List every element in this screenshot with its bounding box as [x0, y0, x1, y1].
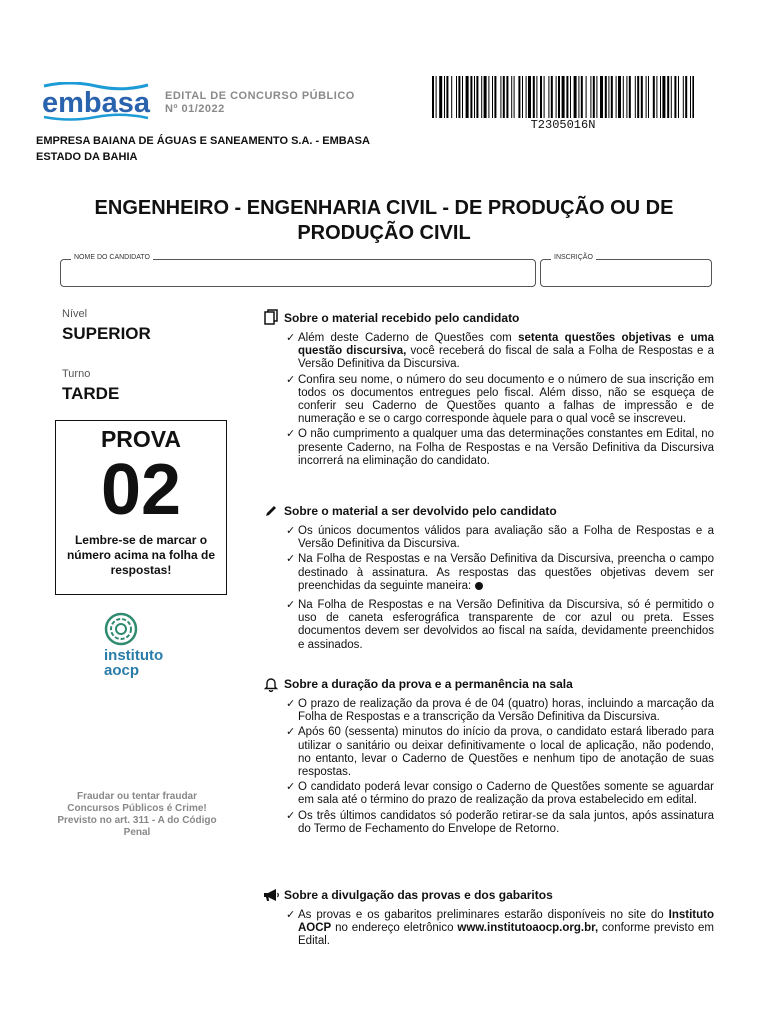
section-title: Sobre a duração da prova e a permanência na sala [284, 676, 573, 691]
barcode-bar [494, 76, 496, 118]
embasa-logo [40, 82, 152, 122]
edital-number: Nº 01/2022 [165, 103, 225, 115]
barcode-bar [500, 76, 501, 118]
barcode-bar [458, 76, 460, 118]
barcode-bar [646, 76, 647, 118]
barcode-bar [648, 76, 649, 118]
barcode-bar [551, 76, 553, 118]
inscricao-field[interactable] [540, 254, 712, 287]
barcode-bar [488, 76, 489, 118]
barcode-bar [593, 76, 595, 118]
barcode-bar [544, 76, 545, 118]
section-header [262, 309, 714, 326]
barcode-bar [600, 76, 603, 118]
exam-title-line1: ENGENHEIRO - ENGENHARIA CIVIL - DE PRODUÇÃO OU DE [94, 197, 674, 219]
barcode-bar [474, 76, 475, 118]
barcode-bar [605, 76, 607, 118]
barcode-bar [439, 76, 442, 118]
list-item: ✓ Confira seu nome, o número do seu documento e o número de sua inscrição em todos os documentos entregues pelo fiscal. Além disso, não se esqueça de conferir seu Caderno de Questões quanto a falhas de impressão e de numeração e se o cargo corresponde àquele para o qual você se inscreveu. [286, 374, 714, 427]
barcode-bar [476, 76, 478, 118]
company-info [36, 133, 370, 165]
barcode-bar [444, 76, 445, 118]
section-divulgacao [262, 886, 714, 951]
barcode-bar [578, 76, 579, 118]
company-name: EMPRESA BAIANA DE ÁGUAS E SANEAMENTO S.A. - EMBASA [36, 135, 370, 147]
aocp-logo-icon [104, 612, 138, 646]
list-item: ✓ Na Folha de Respostas e na Versão Definitiva da Discursiva, preencha o campo destinado à assinatura. As respostas das questões objetivas devem ser preenchidas da seguinte maneira: [286, 553, 714, 593]
barcode-bar [626, 76, 627, 118]
section-material-devolvido [262, 502, 714, 654]
barcode-bar [635, 76, 636, 118]
barcode-bar [653, 76, 655, 118]
barcode-bar [641, 76, 643, 118]
section-title: Sobre o material a ser devolvido pelo candidato [284, 503, 557, 518]
barcode [432, 76, 694, 118]
inscricao-label: INSCRIÇÃO [551, 254, 596, 261]
barcode-bar [533, 76, 535, 118]
section-duracao-prova [262, 675, 714, 838]
barcode-bar [470, 76, 472, 118]
list-item: ✓ O não cumprimento a qualquer uma das determinações constantes em Edital, no presente Caderno, na Folha de Respostas e na Versão Definitiva da Discursiva incorrerá na eliminação do candidato. [286, 428, 714, 468]
barcode-bar [586, 76, 587, 118]
list-item: ✓ Os únicos documentos válidos para avaliação são a Folha de Respostas e a Versão Definitiva da Discursiva. [286, 525, 714, 551]
barcode-text: T2305016N [530, 118, 596, 132]
edital-info [165, 90, 355, 116]
list-item: ✓ Além deste Caderno de Questões com setenta questões objetivas e uma questão discursiva, você receberá do fiscal de sala a Folha de Respostas e a Versão Definitiva da Discursiva. [286, 332, 714, 372]
list-item: ✓ As provas e os gabaritos preliminares estarão disponíveis no site do Instituto AOCP no endereço eletrônico www.institutoaocp.org.br, conforme previsto em Edital. [286, 909, 714, 949]
barcode-bar [667, 76, 669, 118]
section-header [262, 675, 714, 692]
list-item: ✓ Os três últimos candidatos só poderão retirar-se da sala juntos, após assinatura do Termo de Fechamento do Envelope de Retorno. [286, 810, 714, 836]
barcode-bar [528, 76, 531, 118]
aocp-line1: instituto [104, 647, 164, 664]
barcode-bar [484, 76, 487, 118]
barcode-bar [590, 76, 591, 118]
barcode-bar [481, 76, 482, 118]
barcode-bar [522, 76, 523, 118]
exam-title [36, 196, 732, 246]
barcode-bar [511, 76, 512, 118]
section-header [262, 502, 714, 519]
aocp-logo-text [104, 648, 163, 678]
barcode-bar [581, 76, 583, 118]
barcode-bar [562, 76, 565, 118]
barcode-bar [678, 76, 679, 118]
prova-box [55, 420, 227, 595]
barcode-bar [462, 76, 463, 118]
barcode-bar [623, 76, 624, 118]
barcode-bar [548, 76, 549, 118]
list-item: ✓ O candidato poderá levar consigo o Caderno de Questões somente se aguardar em sala até o término do prazo de realização da prova estabelecido em edital. [286, 781, 714, 807]
section-material-recebido [262, 309, 714, 470]
barcode-bar [574, 76, 577, 118]
barcode-bar [456, 76, 457, 118]
barcode-bar [616, 76, 617, 118]
barcode-bar [514, 76, 515, 118]
bell-icon [262, 675, 280, 692]
section-header [262, 886, 714, 903]
prova-number: 02 [100, 450, 182, 530]
pencil-icon [262, 502, 280, 519]
barcode-bar [608, 76, 609, 118]
documents-icon [262, 309, 280, 326]
barcode-bar [637, 76, 639, 118]
section-title: Sobre a divulgação das provas e dos gabaritos [284, 887, 553, 902]
barcode-bar [570, 76, 571, 118]
nivel-label: Nível [62, 308, 88, 320]
barcode-bar [671, 76, 672, 118]
barcode-bar [618, 76, 621, 118]
barcode-bar [692, 76, 694, 118]
barcode-bar [611, 76, 613, 118]
turno-value: TARDE [62, 384, 120, 403]
aocp-line2: aocp [104, 662, 140, 679]
barcode-bar [556, 76, 557, 118]
barcode-bar [466, 76, 469, 118]
barcode-bar [526, 76, 527, 118]
prova-label: PROVA [100, 426, 182, 452]
prova-note: Lembre-se de marcar o número acima na folha de respostas! [66, 533, 216, 577]
barcode-bar [536, 76, 537, 118]
section-title: Sobre o material recebido pelo candidato [284, 310, 520, 325]
company-state: ESTADO DA BAHIA [36, 151, 138, 163]
turno-label: Turno [62, 368, 91, 380]
exam-title-line2: PRODUÇÃO CIVIL [297, 222, 471, 244]
barcode-bar [518, 76, 520, 118]
logo-text: embasa [42, 87, 151, 119]
barcode-bar [558, 76, 560, 118]
megaphone-icon [262, 886, 280, 903]
list-item: ✓ Na Folha de Respostas e na Versão Definitiva da Discursiva, só é permitido o uso de caneta esferográfica transparente de cor azul ou preta. Esses documentos devem ser devolvidos ao fiscal na saída, devidamente preenchidos e assinados. [286, 599, 714, 652]
nivel-value: SUPERIOR [62, 324, 151, 343]
barcode-bar [566, 76, 568, 118]
fraud-warning: Fraudar ou tentar fraudar Concursos Públicos é Crime! Previsto no art. 311 - A do Código Penal [57, 791, 217, 838]
barcode-bar [506, 76, 508, 118]
barcode-bar [690, 76, 691, 118]
barcode-bar [674, 76, 676, 118]
barcode-bar [503, 76, 505, 118]
candidate-name-label: NOME DO CANDIDATO [71, 254, 153, 261]
barcode-bar [656, 76, 657, 118]
barcode-bar [662, 76, 665, 118]
barcode-bar [629, 76, 631, 118]
barcode-bar [492, 76, 493, 118]
barcode-bar [436, 76, 437, 118]
barcode-bar [432, 76, 434, 118]
barcode-bar [446, 76, 448, 118]
barcode-bar [660, 76, 661, 118]
barcode-bar [451, 76, 452, 118]
barcode-bar [596, 76, 597, 118]
list-item: ✓ Após 60 (sessenta) minutos do início da prova, o candidato estará liberado para utilizar o sanitário ou deixar definitivamente o local de aplicação, não podendo, no entanto, levar o Caderno de Questões e nenhum tipo de anotação de suas respostas. [286, 726, 714, 779]
barcode-bar [540, 76, 542, 118]
edital-title: EDITAL DE CONCURSO PÚBLICO [165, 90, 355, 102]
filled-bubble-icon [475, 582, 483, 590]
candidate-name-field[interactable] [60, 254, 536, 287]
list-item: ✓ O prazo de realização da prova é de 04 (quatro) horas, incluindo a marcação da Folha de Respostas e a transcrição da Versão Definitiva da Discursiva. [286, 698, 714, 724]
barcode-bar [683, 76, 684, 118]
barcode-bar [685, 76, 687, 118]
